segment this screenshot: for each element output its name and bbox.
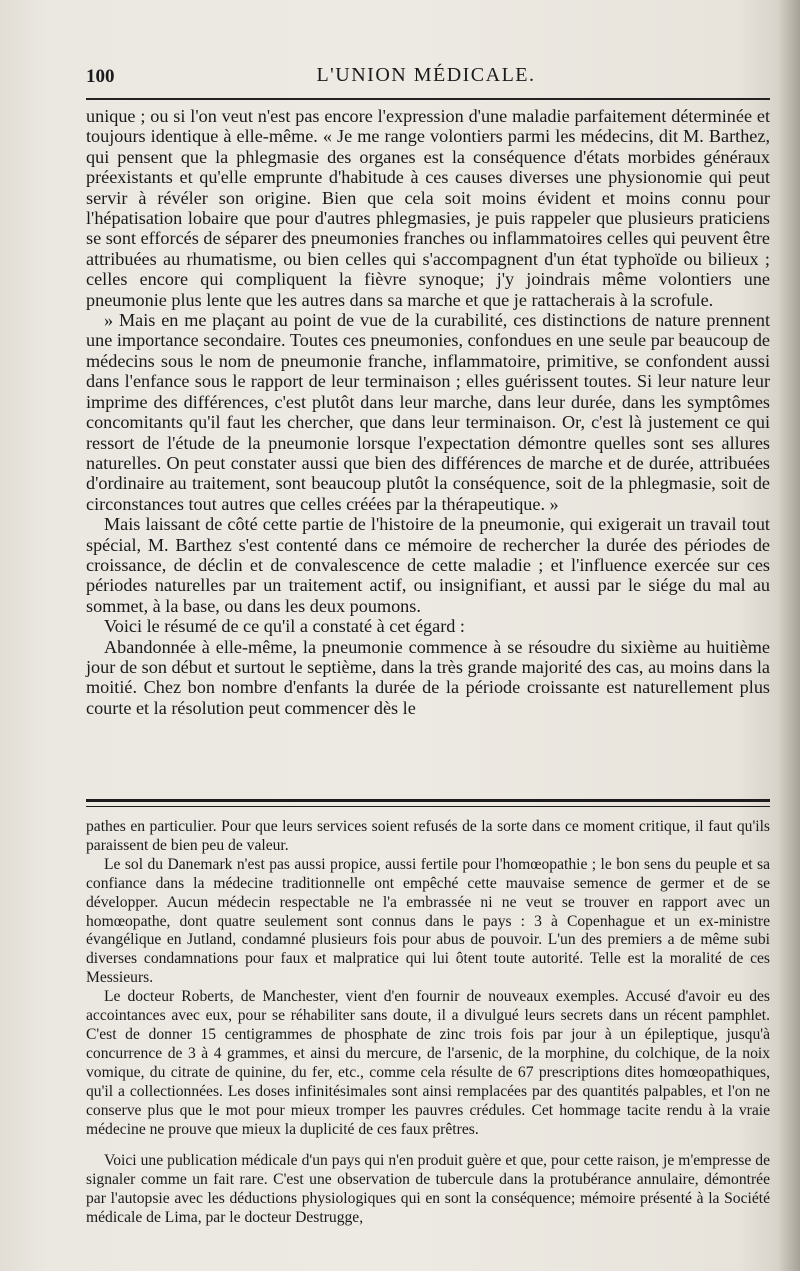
notes-paragraph: Le sol du Danemark n'est pas aussi propice, aussi fertile pour l'homœopathie ; le bon sens du peuple et sa confiance dans la médecine traditionnelle ont empêché cette mauvaise semence de germer et de se développer. Aucun médecin respectable ne l'a embrassée ni ne veut se trouver en rapport avec un homœopathe, dont quatre seulement sont connus dans le pays : 3 à Copenhague et un ex-ministre évangélique en Jutland, condamné plusieurs fois pour abus de pouvoir. L'un des premiers a de même subi diverses condamnations pour faux et malpratice qui lui ôtent toute autorité. Telle est la moralité de ces Messieurs. <box>86 855 770 987</box>
notes-paragraph: Voici une publication médicale d'un pays qui n'en produit guère et que, pour cette raison, je m'empresse de signaler comme un fait rare. C'est une observation de tubercule dans la protubérance annulaire, démontrée par l'autopsie avec les déductions physiologiques qui en sont la conséquence; mémoire présenté à la Société médicale de Lima, par le docteur Destrugge, <box>86 1152 770 1227</box>
main-text <box>86 106 770 718</box>
main-paragraph: » Mais en me plaçant au point de vue de la curabilité, ces distinctions de nature prennent une importance secondaire. Toutes ces pneumonies, confondues en une seule par beaucoup de médecins sous le nom de pneumonie franche, inflammatoire, primitive, se confondent aussi dans l'enfance sous le rapport de leur terminaison ; elles guérissent toutes. Si leur nature leur imprime des différences, c'est plutôt dans leur marche, dans leur durée, dans les symptômes concomitants qu'il faut les chercher, que dans leur terminaison. Or, c'est là justement ce qui ressort de l'étude de la pneumonie lorsque l'expectation démontre quelles sont ses allures naturelles. On peut constater aussi que bien des différences de marche et de durée, attribuées d'ordinaire au traitement, sont beaucoup plutôt la conséquence, soit de la phlegmasie, soit de circonstances tout autres que celles créées par la thérapeutique. » <box>86 310 770 514</box>
main-paragraph: Abandonnée à elle-même, la pneumonie commence à se résoudre du sixième au huitième jour de son début et surtout le septième, dans la très grande majorité des cas, au moins dans la moitié. Chez bon nombre d'enfants la durée de la période croissante est naturellement plus courte et la résolution peut commencer dès le <box>86 636 770 718</box>
main-paragraph: Mais laissant de côté cette partie de l'histoire de la pneumonie, qui exigerait un travail tout spécial, M. Barthez s'est contenté dans ce mémoire de rechercher la durée des périodes de croissance, de déclin et de convalescence de cette maladie ; et l'influence exercée sur ces périodes naturelles par un traitement actif, ou insignifiant, et aussi par le siége du mal au sommet, à la base, ou dans les deux poumons. <box>86 514 770 616</box>
main-paragraph: Voici le résumé de ce qu'il a constaté à cet égard : <box>104 616 465 637</box>
header-rule <box>86 98 770 100</box>
notes-paragraph: pathes en particulier. Pour que leurs services soient refusés de la sorte dans ce moment critique, il faut qu'ils paraissent de bien peu de valeur. <box>86 818 770 854</box>
section-divider <box>86 799 770 807</box>
main-paragraph: unique ; ou si l'on veut n'est pas encore l'expression d'une maladie parfaitement déterminée et toujours identique à elle-même. « Je me range volontiers parmi les médecins, dit M. Barthez, qui pensent que la phlegmasie des organes est la conséquence d'états morbides généraux préexistants et qu'elle emprunte d'habitude à ces causes diverses une physionomie qui peut servir à révéler son origine. Bien que cela soit moins évident et moins connu pour l'hépatisation lobaire que pour d'autres phlegmasies, je puis rappeler que plusieurs praticiens se sont efforcés de séparer des pneumonies franches ou inflammatoires celles qui peuvent être attribuées au rhumatisme, ou bien celles qui s'accompagnent d'un état typhoïde ou bilieux ; celles encore qui compliquent la fièvre synoque; j'y joindrais même volontiers une pneumonie plus lente que les autres dans sa marche et que je rattacherais à la scrofule. <box>86 106 770 310</box>
feuilleton-text <box>86 818 770 1228</box>
page-edge-shadow <box>778 0 800 1271</box>
page-header <box>86 60 766 90</box>
notes-paragraph: Le docteur Roberts, de Manchester, vient d'en fournir de nouveaux exemples. Accusé d'avoir eu des accointances avec eux, pour se réhabiliter sans doute, il a divulgué leurs secrets dans un récent pamphlet. C'est de donner 15 centigrammes de phosphate de zinc trois fois par jour à un épileptique, jusqu'à concurrence de 3 à 4 grammes, et ainsi du mercure, de l'arsenic, de la morphine, du colchique, de la noix vomique, du citrate de quinine, du fer, etc., comme cela résulte de 67 prescriptions dites homœopathiques, qu'il a collectionnées. Les doses infinitésimales sont ainsi remplacées par des quantités palpables, et l'on ne conserve plus que le mot pour mieux tromper les pauvres crédules. Cet hommage tacite rendu à la vraie médecine ne prouve que mieux la duplicité de ces faux prêtres. <box>86 988 770 1138</box>
page-number: 100 <box>86 66 115 87</box>
running-title: L'UNION MÉDICALE. <box>316 64 536 86</box>
